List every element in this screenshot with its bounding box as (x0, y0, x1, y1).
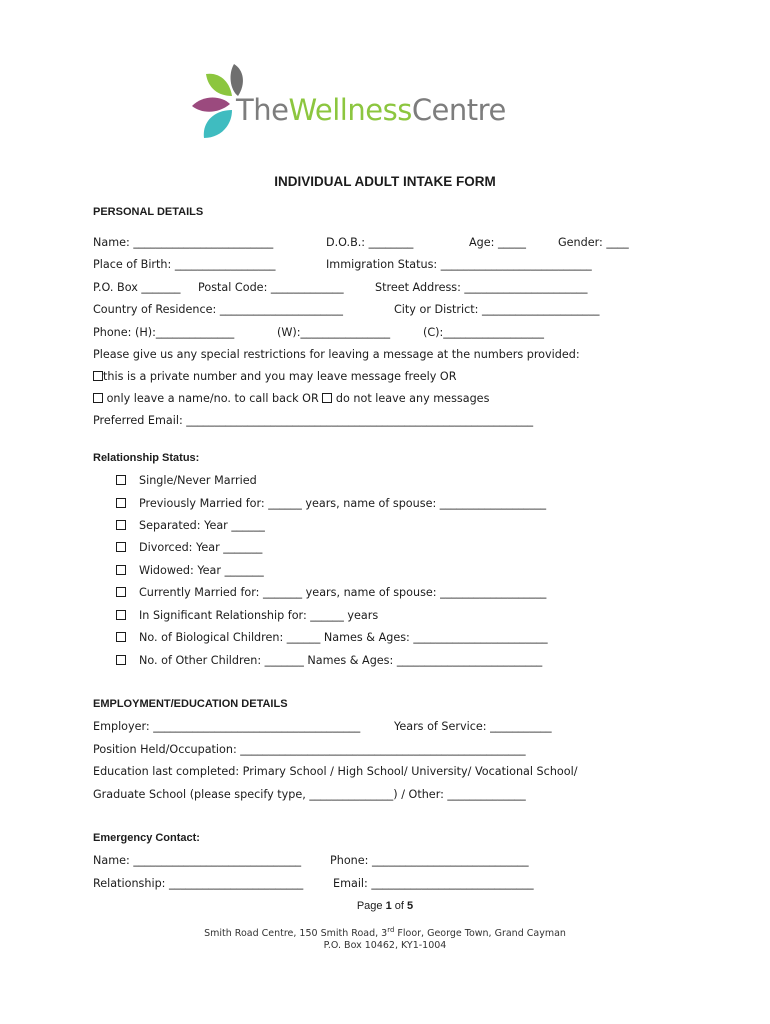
page-prefix: Page (356, 900, 383, 912)
po-box-field[interactable]: P.O. Box _______ (93, 281, 181, 294)
gender-field[interactable]: Gender: ____ (558, 236, 629, 249)
education-completed-text: Education last completed: Primary School / High School/ University/ Vocational School/ (93, 765, 578, 778)
page-current: 1 (385, 900, 392, 912)
phone-cell-field[interactable]: (C):__________________ (423, 326, 544, 339)
relationship-option: In Significant Relationship for: ______ years (139, 609, 379, 622)
relationship-option: Separated: Year ______ (139, 519, 265, 532)
emergency-email-field[interactable]: Email: _____________________________ (333, 877, 534, 890)
checkbox[interactable] (93, 371, 103, 381)
employment-education-heading: EMPLOYMENT/EDUCATION DETAILS (93, 698, 288, 710)
checkbox[interactable] (93, 393, 103, 403)
checkbox[interactable] (116, 609, 126, 623)
private-number-label: this is a private number and you may leave message freely OR (103, 370, 457, 383)
relationship-option: Single/Never Married (139, 474, 257, 487)
leaf-grey-icon (231, 64, 243, 96)
no-message-label: do not leave any messages (335, 392, 490, 405)
phone-home-field[interactable]: Phone: (H):______________ (93, 326, 235, 339)
checkbox[interactable] (116, 474, 126, 488)
emergency-name-field[interactable]: Name: ______________________________ (93, 854, 302, 867)
relationship-option: Widowed: Year _______ (139, 564, 264, 577)
page-of: of (394, 900, 404, 912)
phone-work-field[interactable]: (W):________________ (277, 326, 391, 339)
logo-word-wellness: Wellness (288, 93, 412, 127)
relationship-option: Divorced: Year _______ (139, 541, 263, 554)
relationship-option: No. of Biological Children: ______ Names & Ages: ________________________ (139, 631, 548, 644)
preferred-email-field[interactable]: Preferred Email: ______________________________________________________________ (93, 414, 534, 427)
footer-po-box: P.O. Box 10462, KY1-1004 (323, 940, 447, 951)
logo-wordmark (236, 93, 506, 127)
checkbox[interactable] (322, 393, 332, 403)
message-options-row (93, 392, 489, 406)
private-number-option[interactable] (93, 370, 457, 384)
postal-code-field[interactable]: Postal Code: _____________ (198, 281, 344, 294)
message-restrictions-text: Please give us any special restrictions for leaving a message at the numbers provided: (93, 348, 580, 361)
emergency-phone-field[interactable]: Phone: ____________________________ (330, 854, 529, 867)
logo-word-centre: Centre (411, 93, 506, 127)
name-callback-label: only leave a name/no. to call back OR (106, 392, 319, 405)
name-field[interactable]: Name: _________________________ (93, 236, 274, 249)
years-of-service-field[interactable]: Years of Service: ___________ (394, 720, 552, 733)
immigration-status-field[interactable]: Immigration Status: ___________________________ (326, 258, 592, 271)
page-number (0, 900, 770, 912)
age-field[interactable]: Age: _____ (469, 236, 526, 249)
relationship-option: No. of Other Children: _______ Names & Ages: __________________________ (139, 654, 543, 667)
country-of-residence-field[interactable]: Country of Residence: ______________________ (93, 303, 343, 316)
education-specify-field[interactable]: Graduate School (please specify type, _______________) / Other: ______________ (93, 788, 526, 801)
page-total: 5 (407, 900, 414, 912)
checkbox[interactable] (116, 586, 126, 600)
position-occupation-field[interactable]: Position Held/Occupation: ___________________________________________________ (93, 743, 526, 756)
emergency-contact-heading: Emergency Contact: (93, 832, 200, 844)
relationship-option: Currently Married for: _______ years, name of spouse: ___________________ (139, 586, 547, 599)
employer-field[interactable]: Employer: _____________________________________ (93, 720, 361, 733)
footer-address (0, 926, 770, 939)
leaf-green-icon (206, 74, 232, 96)
checkbox[interactable] (116, 497, 126, 511)
personal-details-heading: PERSONAL DETAILS (93, 206, 204, 218)
logo-word-the: The (236, 93, 289, 127)
checkbox[interactable] (116, 564, 126, 578)
footer-address-part: Floor, George Town, Grand Cayman (394, 928, 566, 940)
city-district-field[interactable]: City or District: _____________________ (394, 303, 600, 316)
relationship-status-heading: Relationship Status: (93, 452, 200, 464)
checkbox[interactable] (116, 631, 126, 645)
street-address-field[interactable]: Street Address: ______________________ (375, 281, 588, 294)
leaf-teal-icon (204, 110, 232, 138)
footer-ordinal: rd (387, 926, 395, 934)
dob-field[interactable]: D.O.B.: ________ (326, 236, 414, 249)
checkbox[interactable] (116, 519, 126, 533)
leaf-purple-icon (192, 98, 230, 112)
footer-address-part: Smith Road Centre, 150 Smith Road, 3 (204, 928, 388, 940)
relationship-option: Previously Married for: ______ years, name of spouse: ___________________ (139, 497, 547, 510)
emergency-relationship-field[interactable]: Relationship: ________________________ (93, 877, 304, 890)
checkbox[interactable] (116, 654, 126, 668)
checkbox[interactable] (116, 541, 126, 555)
form-title: INDIVIDUAL ADULT INTAKE FORM (274, 174, 496, 189)
place-of-birth-field[interactable]: Place of Birth: __________________ (93, 258, 276, 271)
